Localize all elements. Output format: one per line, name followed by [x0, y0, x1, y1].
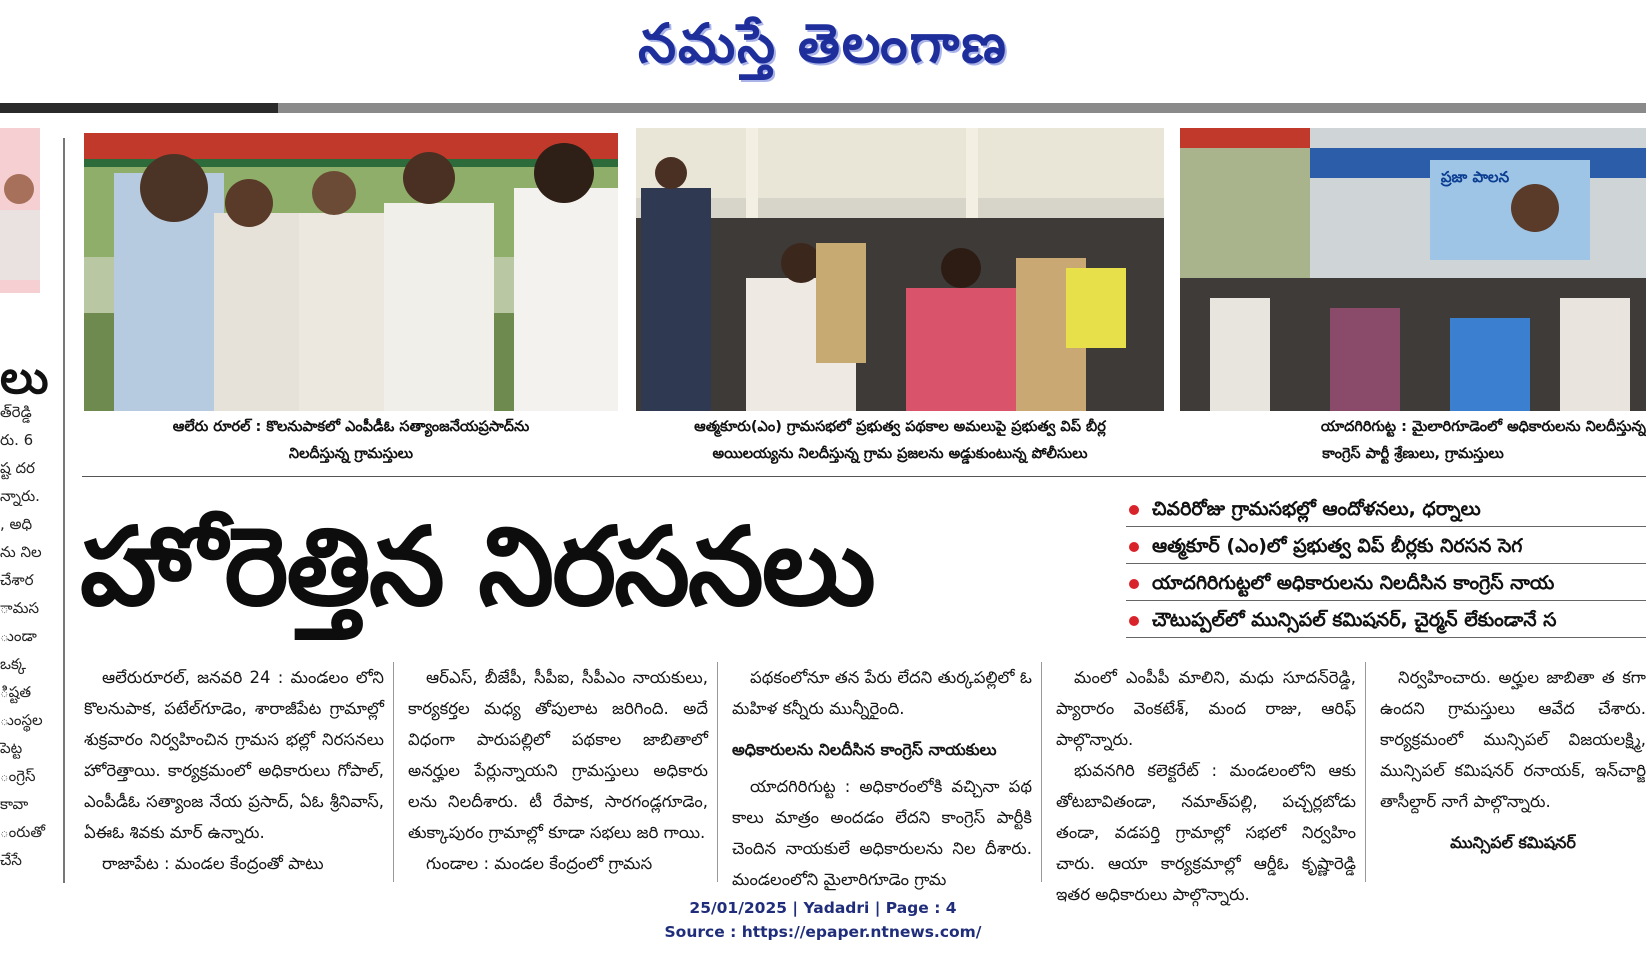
- highlight-item: యాదగిరిగుట్టలో అధికారులను నిలదీసిన కాంగ్రెస్‌ నాయ: [1126, 566, 1646, 601]
- column-divider: [1365, 662, 1366, 882]
- newspaper-logo: నమస్తే తెలంగాణ: [638, 11, 1008, 75]
- article-column-3: పథకంలోనూ తన పేరు లేదని తుర్కపల్లిలో ఓ మహిళ కన్నీరు మున్నీరైంది. అధికారులను నిలదీసిన కాంగ్రెస్‌ నాయకులు యాదగిరిగుట్ట : అధికారంలోకి వచ్చినా పథ కాలు మాత్రం అందడం లేదని కాంగ్రెస్‌ పార్టీకి చెందిన నాయకులే అధికారులను నిల దీశారు. మండలంలోని మైలారిగూడెం గ్రామ: [732, 668, 1032, 889]
- highlight-item: చౌటుప్పల్‌లో మున్సిపల్‌ కమిషనర్‌, చైర్మన్‌ లేకుండానే స: [1126, 603, 1646, 638]
- photo-caption-3: యాదగిరిగుట్ట : మైలారిగూడెంలో అధికారులను నిలదీస్తున్న కాంగ్రెస్‌ పార్టీ శ్రేణులు, గ్రామస్తులు: [1320, 419, 1646, 462]
- masthead-rule: [0, 103, 1646, 113]
- footer-source-link[interactable]: Source : https://epaper.ntnews.com/: [664, 923, 982, 941]
- article-column-2: ఆర్‌ఎస్‌, బీజేపీ, సీపీఐ, సీపీఎం నాయకులు, కార్యకర్తల మధ్య తోపులాట జరిగింది. అదే విధంగా పారుపల్లిలో పథకాల జాబితాలో అనర్హుల పేర్లున్నాయని గ్రామస్తులు అధికారు లను నిలదీశారు. టీ రేపాక, సారగండ్లగూడెం, తుక్కాపురం గ్రామాల్లో కూడా సభలు జరి గాయి. గుండాల : మండల కేంద్రంలో గ్రామస: [408, 668, 708, 873]
- highlight-item: చివరిరోజు గ్రామసభల్లో ఆందోళనలు, ధర్నాలు: [1126, 492, 1646, 527]
- left-clipped-column: [0, 128, 49, 888]
- footer-edition-info: 25/01/2025 | Yadadri | Page : 4: [689, 899, 957, 917]
- column-divider: [717, 662, 718, 882]
- highlight-item: ఆత్మకూర్‌ (ఎం)లో ప్రభుత్వ విప్‌ బీర్లకు నిరసన సెగ: [1126, 529, 1646, 564]
- masthead: [0, 0, 1646, 100]
- article-column-5: నిర్వహించారు. అర్హుల జాబితా త కగా ఉందని గ్రామస్తులు ఆవేద చేశారు. కార్యక్రమంలో మున్సిపల్‌ విజయలక్ష్మి, మున్సిపల్‌ కమిషనర్‌ రనాయక్‌, ఇన్‌చార్జి తాసీల్దార్‌ నాగే పాల్గొన్నారు. మున్సిపల్‌ కమిషనర్‌: [1380, 662, 1646, 884]
- column-divider: [393, 662, 394, 882]
- column-divider: [63, 138, 65, 883]
- article-column-1: ఆలేరురూరల్‌, జనవరి 24 : మండలం లోని కొలనుపాక, పటేల్‌గూడెం, శారాజీపేట గ్రామాల్లో శుక్రవారం నిర్వహించిన గ్రామస భల్లో నిరసనలు హోరెత్తాయి. కార్యక్రమంలో అధికారులు గోపాల్‌, ఎంపీడీఓ సత్యాంజ నేయ ప్రసాద్‌, ఏఓ శ్రీనివాస్‌, ఏఈఓ శివకు మార్‌ ఉన్నారు. రాజాపేట : మండల కేంద్రంతో పాటు: [84, 668, 384, 873]
- left-text-fragments: త్‌రెడ్డి రు. 6 ష్ట దర న్నారు. , అధి ను నిల చేశార ామస ుండా ఒక్క ిష్టత ుంస్థల పెట్ట ంగ్రెస్ కావా ంరుతో చేసే: [0, 403, 46, 869]
- photo-yadagirigutta: [1180, 128, 1646, 411]
- photo-caption-1: ఆలేరు రూరల్‌ : కొలనుపాకలో ఎంపీడీఓ సత్యాంజనేయప్రసాద్‌ను నిలదీస్తున్న గ్రామస్తులు: [172, 419, 530, 462]
- article-subhead: మున్సిపల్‌ కమిషనర్‌: [1450, 833, 1576, 852]
- article-subhead: అధికారులను నిలదీసిన కాంగ్రెస్‌ నాయకులు: [732, 740, 997, 759]
- left-thumbnail-photo: [0, 128, 40, 293]
- photo-atmakur: [636, 128, 1164, 411]
- photo-caption-2: ఆత్మకూరు(ఎం) గ్రామసభలో ప్రభుత్వ పథకాల అమలుపై ప్రభుత్వ విప్‌ బీర్ల అయిలయ్యను నిలదీస్తున్న గ్రామ ప్రజలను అడ్డుకుంటున్న పోలీసులు: [694, 419, 1106, 462]
- highlights-list: [1126, 492, 1646, 640]
- column-divider: [1041, 662, 1042, 882]
- banner-text: ప్రజా పాలన: [1440, 168, 1510, 186]
- main-headline: హోరెత్తిన నిరసనలు: [80, 505, 874, 630]
- photo-kolanupaka: [84, 133, 618, 411]
- caption-rule: [82, 476, 1646, 477]
- left-headline-fragment: లు: [0, 350, 49, 404]
- page-footer: [0, 896, 1646, 944]
- article-column-4: మంలో ఎంపీపీ మాలిని, మధు సూదన్‌రెడ్డి, ప్యారారం వెంకటేశ్‌, మంద రాజు, ఆరిఫ్‌ పాల్గొన్నారు. భువనగిరి కలెక్టరేట్‌ : మండలంలోని ఆకు తోటబావితండా, నమాత్‌పల్లి, పచ్చర్లబోడు తండా, వడపర్తి గ్రామాల్లో సభలో నిర్వహిం చారు. ఆయా కార్యక్రమాల్లో ఆర్డీఓ కృష్ణారెడ్డి ఇతర అధికారులు పాల్గొన్నారు.: [1056, 668, 1356, 904]
